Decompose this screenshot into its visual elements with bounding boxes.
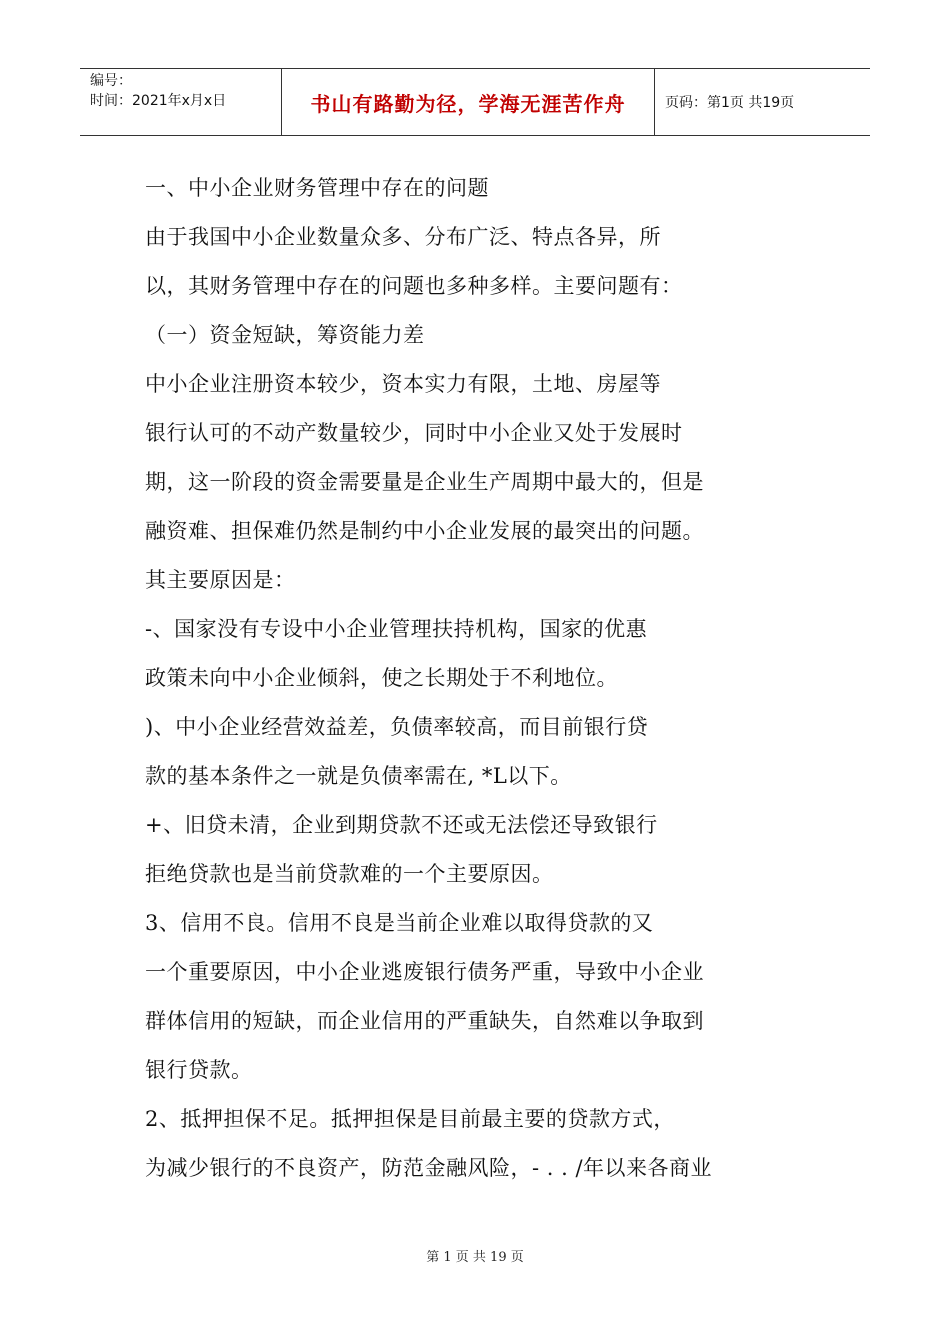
body-line: 款的基本条件之一就是负债率需在, *L以下。 bbox=[145, 764, 572, 788]
body-line: -、国家没有专设中小企业管理扶持机构，国家的优惠 bbox=[145, 617, 648, 641]
header-page-label: 页码：第1页 共19页 bbox=[665, 95, 795, 111]
body-line: 其主要原因是： bbox=[145, 568, 296, 592]
body-line: 融资难、担保难仍然是制约中小企业发展的最突出的问题。 bbox=[145, 519, 704, 543]
body-line: 期，这一阶段的资金需要量是企业生产周期中最大的，但是 bbox=[145, 470, 704, 494]
body-line: 2、抵押担保不足。抵押担保是目前最主要的贷款方式， bbox=[145, 1107, 675, 1131]
document-body bbox=[145, 164, 745, 1193]
body-line: 群体信用的短缺，而企业信用的严重缺失，自然难以争取到 bbox=[145, 1009, 704, 1033]
body-line: 一个重要原因，中小企业逃废银行债务严重，导致中小企业 bbox=[145, 960, 704, 984]
document-header bbox=[80, 68, 870, 136]
document-date-label: 时间：2021年x月x日 bbox=[90, 93, 227, 109]
header-page-cell bbox=[655, 69, 870, 135]
document-number-label: 编号： bbox=[90, 73, 132, 89]
body-line: +、旧贷未清，企业到期贷款不还或无法偿还导致银行 bbox=[145, 813, 658, 837]
section-heading: 一、中小企业财务管理中存在的问题 bbox=[145, 176, 489, 200]
page-footer: 第 1 页 共 19 页 bbox=[426, 1250, 524, 1265]
body-line: 拒绝贷款也是当前贷款难的一个主要原因。 bbox=[145, 862, 554, 886]
body-line: 由于我国中小企业数量众多、分布广泛、特点各异，所 bbox=[145, 225, 661, 249]
body-line: )、中小企业经营效益差，负债率较高，而目前银行贷 bbox=[145, 715, 649, 739]
body-line: 3、信用不良。信用不良是当前企业难以取得贷款的又 bbox=[145, 911, 654, 935]
header-motto-cell bbox=[282, 69, 655, 135]
body-line: 中小企业注册资本较少，资本实力有限，土地、房屋等 bbox=[145, 372, 661, 396]
body-line: 银行贷款。 bbox=[145, 1058, 253, 1082]
subsection-heading: （一）资金短缺，筹资能力差 bbox=[145, 323, 425, 347]
header-motto: 书山有路勤为径，学海无涯苦作舟 bbox=[310, 91, 626, 116]
body-line: 银行认可的不动产数量较少，同时中小企业又处于发展时 bbox=[145, 421, 683, 445]
body-line: 政策未向中小企业倾斜，使之长期处于不利地位。 bbox=[145, 666, 618, 690]
body-line: 以，其财务管理中存在的问题也多种多样。主要问题有： bbox=[145, 274, 683, 298]
body-line: 为减少银行的不良资产，防范金融风险，- . . /年以来各商业 bbox=[145, 1156, 713, 1180]
header-meta-cell bbox=[80, 69, 282, 135]
